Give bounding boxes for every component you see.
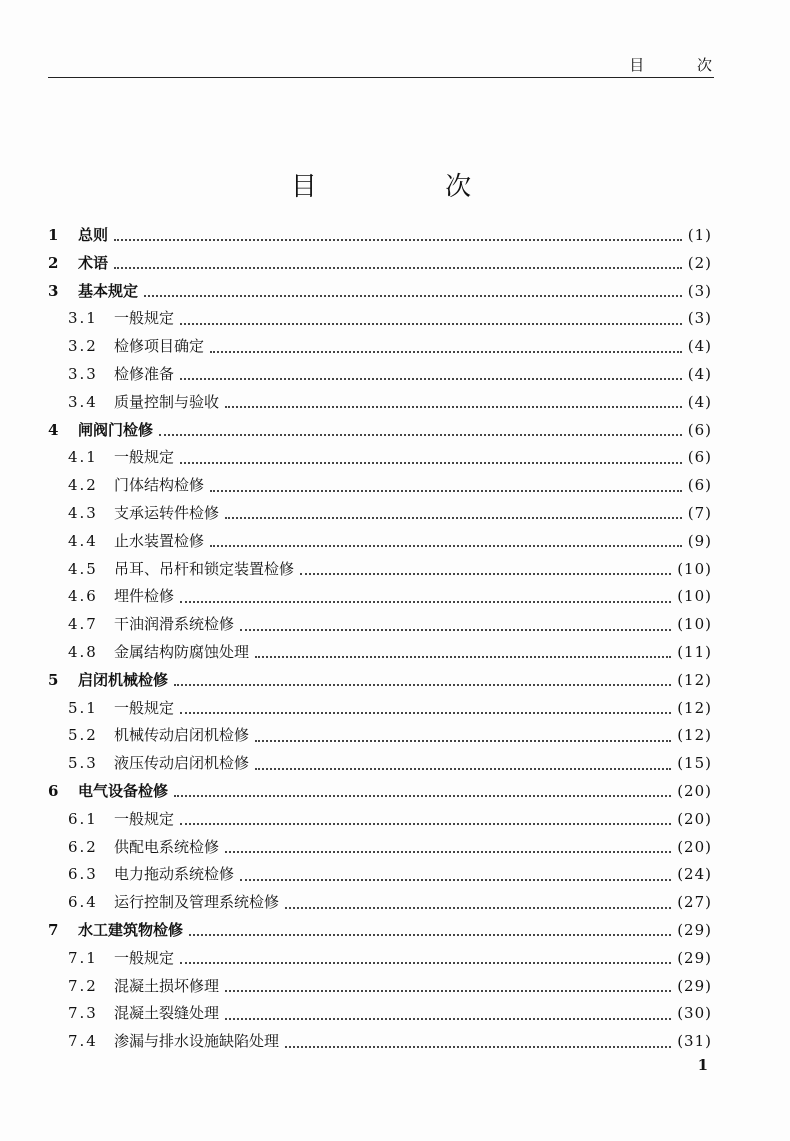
toc-entry-number: 3.3	[68, 364, 98, 383]
toc-entry[interactable]	[48, 973, 712, 1001]
toc-entry-title: 运行控制及管理系统检修	[114, 893, 280, 912]
toc-entry-number: 3	[48, 281, 59, 300]
dot-leader	[159, 433, 682, 436]
dot-leader	[180, 377, 682, 380]
toc-entry[interactable]	[48, 528, 712, 556]
dot-leader	[180, 961, 671, 964]
toc-entry-title: 质量控制与验收	[114, 392, 220, 411]
toc-entry-title: 检修项目确定	[114, 337, 205, 356]
toc-entry-number: 6.4	[68, 893, 98, 912]
toc-entry[interactable]	[48, 861, 712, 889]
toc-entry[interactable]	[48, 472, 712, 500]
toc-entry[interactable]	[48, 639, 712, 667]
page-number: 1	[697, 1056, 708, 1074]
toc-entry-page: (20)	[677, 837, 712, 856]
toc-entry[interactable]	[48, 1028, 712, 1056]
toc-entry[interactable]	[48, 361, 712, 389]
toc-entry[interactable]	[48, 305, 712, 333]
toc-entry-page: (9)	[687, 531, 712, 550]
toc-entry-number: 4.6	[68, 587, 98, 606]
toc-entry-number: 4	[48, 420, 59, 439]
toc-entry[interactable]	[48, 778, 712, 806]
toc-title: 目 次	[290, 172, 532, 202]
toc-entry-page: (4)	[687, 364, 712, 383]
toc-entry-title: 金属结构防腐蚀处理	[114, 642, 250, 661]
toc-entry-title: 支承运转件检修	[114, 503, 220, 522]
toc-entry-page: (7)	[687, 503, 712, 522]
toc-entry-page: (12)	[677, 670, 712, 689]
toc-entry-number: 3.1	[68, 309, 98, 328]
toc-entry-number: 4.2	[68, 476, 98, 495]
toc-entry-title: 电气设备检修	[78, 781, 169, 800]
toc-entry-title: 机械传动启闭机检修	[114, 726, 250, 745]
toc-entry[interactable]	[48, 945, 712, 973]
toc-entry-title: 混凝土损坏修理	[114, 976, 220, 995]
toc-entry-page: (29)	[677, 920, 712, 939]
toc-entry[interactable]	[48, 611, 712, 639]
dot-leader	[210, 544, 682, 547]
toc-entry-page: (1)	[687, 226, 712, 244]
dot-leader	[114, 238, 682, 241]
dot-leader	[174, 683, 671, 686]
toc-entry[interactable]	[48, 417, 712, 445]
dot-leader	[144, 294, 682, 297]
toc-entry-page: (20)	[677, 809, 712, 828]
dot-leader	[240, 878, 671, 881]
toc-entry-number: 7.4	[68, 1032, 98, 1051]
toc-entry-number: 6.1	[68, 809, 98, 828]
toc-entry[interactable]	[48, 389, 712, 417]
toc-entry[interactable]	[48, 333, 712, 361]
dot-leader	[285, 1045, 671, 1048]
toc-entry-page: (10)	[677, 587, 712, 606]
dot-leader	[225, 850, 671, 853]
toc-entry-title: 电力拖动系统检修	[114, 865, 235, 884]
toc-entry-title: 干油润滑系统检修	[114, 615, 235, 634]
dot-leader	[225, 1017, 671, 1020]
toc-entry-number: 3.2	[68, 337, 98, 356]
dot-leader	[180, 322, 682, 325]
toc-entry-number: 7	[48, 920, 59, 939]
toc-entry-number: 6	[48, 781, 59, 800]
dot-leader	[240, 628, 671, 631]
toc-entry-title: 供配电系统检修	[114, 837, 220, 856]
toc-entry-number: 5	[48, 670, 59, 689]
toc-entry-number: 5.3	[68, 754, 98, 773]
toc-entry-number: 4.3	[68, 503, 98, 522]
toc-entry-number: 4.4	[68, 531, 98, 550]
toc-entry-number: 4.5	[68, 559, 98, 578]
dot-leader	[189, 933, 671, 936]
dot-leader	[210, 350, 682, 353]
toc-entry[interactable]	[48, 222, 712, 250]
toc-entry-page: (2)	[687, 253, 712, 272]
running-header-title: 目 次	[629, 56, 736, 74]
toc-entry-page: (10)	[677, 559, 712, 578]
toc-entry-page: (10)	[677, 615, 712, 634]
toc-entry-number: 7.1	[68, 948, 98, 967]
header-rule	[48, 77, 714, 78]
toc-entry-page: (24)	[677, 865, 712, 884]
toc-entry-title: 启闭机械检修	[78, 670, 169, 689]
toc-entry-number: 3.4	[68, 392, 98, 411]
dot-leader	[114, 266, 682, 269]
toc-entry-page: (11)	[677, 642, 712, 661]
toc-entry-number: 7.2	[68, 976, 98, 995]
dot-leader	[180, 822, 671, 825]
toc-entry[interactable]	[48, 667, 712, 695]
toc-entry-number: 4.7	[68, 615, 98, 634]
toc-entry-title: 水工建筑物检修	[78, 920, 184, 939]
toc-entry-page: (4)	[687, 392, 712, 411]
toc-entry[interactable]	[48, 583, 712, 611]
toc-entry[interactable]	[48, 695, 712, 723]
toc-entry[interactable]	[48, 917, 712, 945]
table-of-contents	[48, 222, 712, 1056]
dot-leader	[300, 572, 671, 575]
toc-entry[interactable]	[48, 889, 712, 917]
toc-entry-page: (20)	[677, 781, 712, 800]
dot-leader	[180, 711, 671, 714]
toc-entry-title: 液压传动启闭机检修	[114, 754, 250, 773]
toc-entry-page: (29)	[677, 948, 712, 967]
dot-leader	[225, 405, 682, 408]
toc-entry-page: (12)	[677, 726, 712, 745]
toc-entry-title: 一般规定	[114, 448, 175, 467]
toc-entry[interactable]	[48, 250, 712, 278]
toc-entry-number: 5.2	[68, 726, 98, 745]
toc-entry-page: (12)	[677, 698, 712, 717]
toc-entry-page: (15)	[677, 754, 712, 773]
toc-entry[interactable]	[48, 556, 712, 584]
toc-entry-title: 基本规定	[78, 281, 139, 300]
toc-entry[interactable]	[48, 834, 712, 862]
dot-leader	[255, 739, 671, 742]
dot-leader	[174, 794, 671, 797]
toc-entry-title: 一般规定	[114, 809, 175, 828]
toc-entry-title: 一般规定	[114, 948, 175, 967]
toc-entry-page: (6)	[687, 448, 712, 467]
toc-entry-page: (6)	[687, 476, 712, 495]
toc-entry-page: (6)	[687, 420, 712, 439]
toc-entry-page: (4)	[687, 337, 712, 356]
toc-entry-number: 2	[48, 253, 59, 272]
toc-entry-page: (31)	[677, 1032, 712, 1051]
toc-entry[interactable]	[48, 806, 712, 834]
toc-entry-title: 术语	[78, 253, 109, 272]
dot-leader	[180, 461, 682, 464]
toc-entry-page: (3)	[687, 281, 712, 300]
toc-entry-number: 4.1	[68, 448, 98, 467]
toc-entry-title: 总则	[78, 226, 109, 244]
toc-entry-title: 混凝土裂缝处理	[114, 1004, 220, 1023]
toc-entry-title: 止水装置检修	[114, 531, 205, 550]
toc-entry[interactable]	[48, 1000, 712, 1028]
toc-entry-number: 6.3	[68, 865, 98, 884]
dot-leader	[225, 989, 671, 992]
dot-leader	[210, 489, 682, 492]
toc-entry[interactable]	[48, 444, 712, 472]
toc-entry-title: 检修准备	[114, 364, 175, 383]
toc-entry-number: 7.3	[68, 1004, 98, 1023]
toc-entry-number: 6.2	[68, 837, 98, 856]
toc-entry-number: 1	[48, 226, 59, 244]
toc-entry-title: 门体结构检修	[114, 476, 205, 495]
dot-leader	[285, 906, 671, 909]
toc-entry-page: (27)	[677, 893, 712, 912]
toc-entry[interactable]	[48, 722, 712, 750]
toc-entry[interactable]	[48, 750, 712, 778]
toc-entry-title: 埋件检修	[114, 587, 175, 606]
toc-entry[interactable]	[48, 278, 712, 306]
toc-entry-title: 渗漏与排水设施缺陷处理	[114, 1032, 280, 1051]
dot-leader	[255, 655, 671, 658]
toc-entry-title: 闸阀门检修	[78, 420, 154, 439]
dot-leader	[180, 600, 671, 603]
toc-entry-page: (3)	[687, 309, 712, 328]
toc-entry-page: (30)	[677, 1004, 712, 1023]
toc-entry-title: 一般规定	[114, 309, 175, 328]
dot-leader	[225, 516, 682, 519]
toc-entry-title: 吊耳、吊杆和锁定装置检修	[114, 559, 295, 578]
toc-entry[interactable]	[48, 500, 712, 528]
toc-entry-number: 4.8	[68, 642, 98, 661]
toc-entry-page: (29)	[677, 976, 712, 995]
toc-entry-number: 5.1	[68, 698, 98, 717]
toc-entry-title: 一般规定	[114, 698, 175, 717]
dot-leader	[255, 767, 671, 770]
